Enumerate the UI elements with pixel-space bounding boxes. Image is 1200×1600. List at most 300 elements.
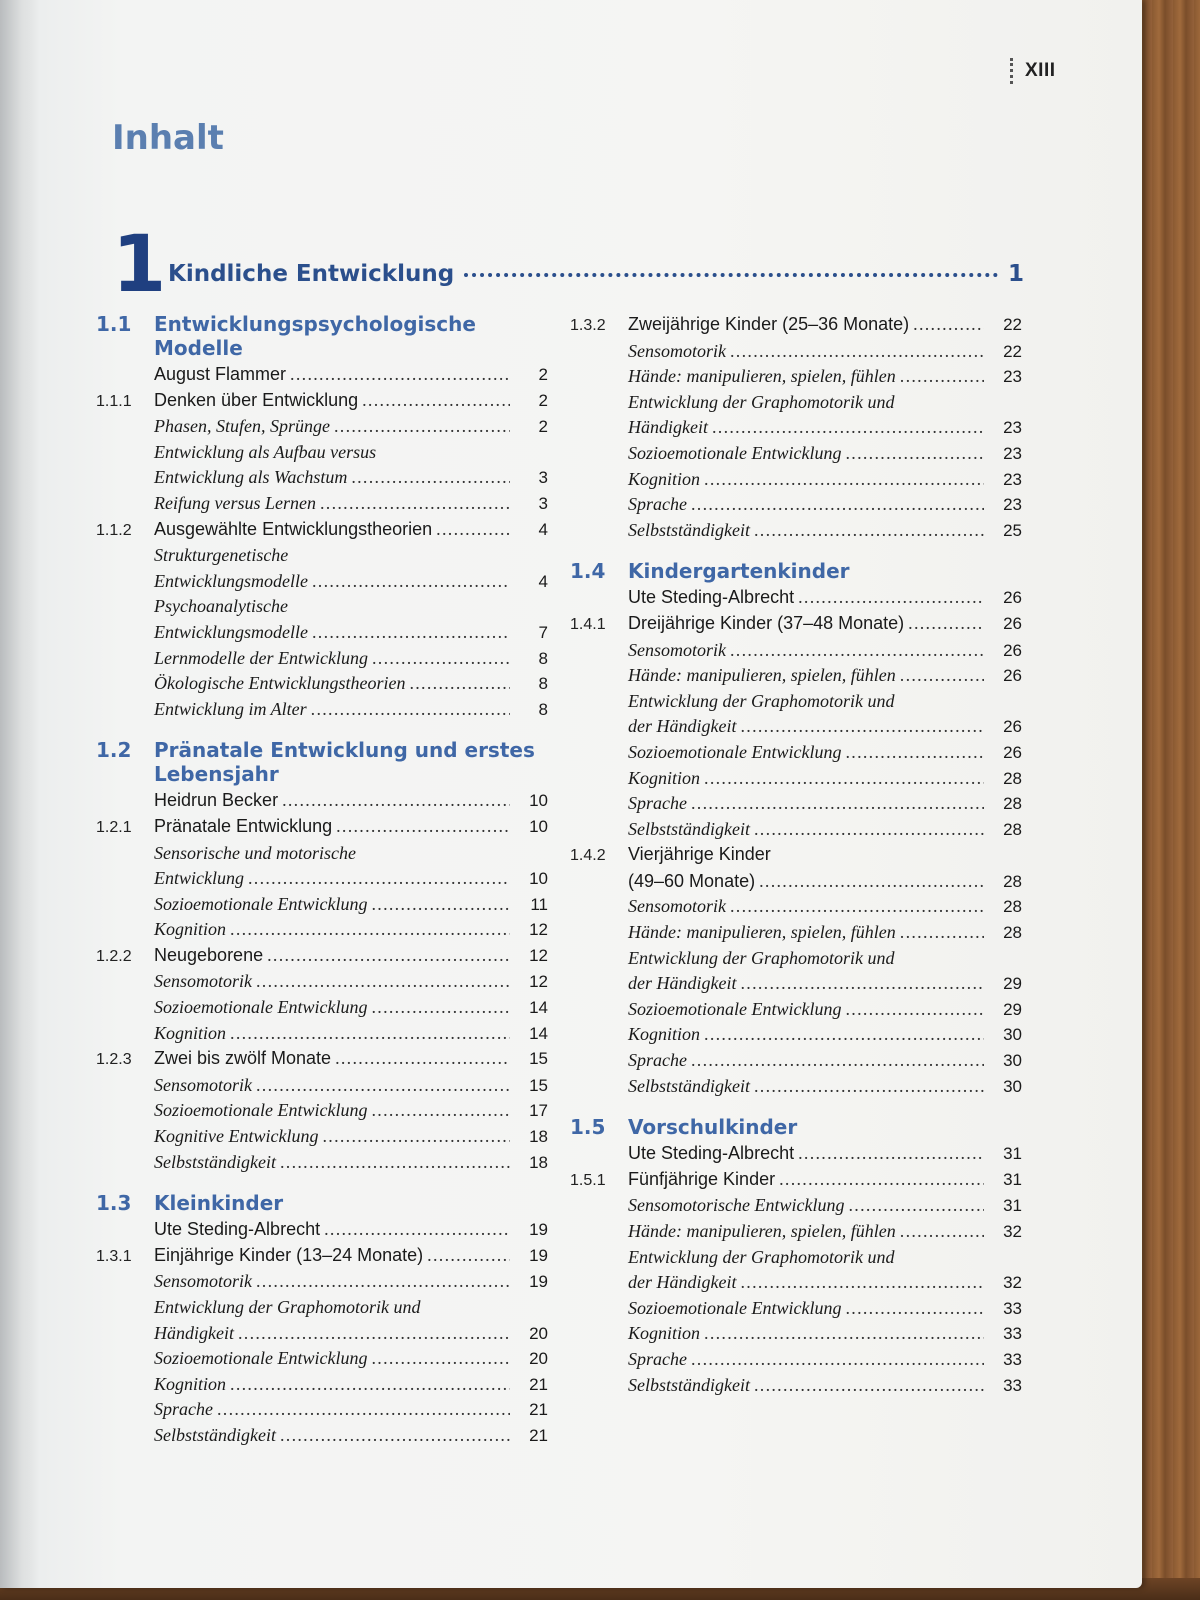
toc-page: 23 [1003,443,1022,463]
toc-row[interactable] [96,1423,548,1449]
toc-entry-text: Sensomotorik [154,971,252,992]
toc-row[interactable] [96,1124,548,1150]
toc-entry-text: Reifung versus Lernen [154,492,316,513]
toc-row[interactable] [96,465,548,491]
leader-dots [779,1167,984,1193]
toc-entry-text: Entwicklung der Graphomotorik und [628,1246,895,1267]
toc-page: 21 [529,1400,548,1420]
toc-row[interactable] [96,1346,548,1372]
toc-entry-text: Sensorische und motorische [154,842,356,863]
toc-row[interactable] [570,415,1022,441]
toc-entry-text: Sozioemotionale Entwicklung [628,442,842,463]
toc-row[interactable] [570,1373,1022,1399]
page-header [1010,58,1056,84]
toc-row[interactable] [570,920,1022,946]
toc-entry-text: Psychoanalytische [154,596,288,617]
leader-dots [730,339,984,365]
toc-entry-text: Heidrun Becker [154,790,279,811]
leader-dots [845,997,984,1023]
toc-page: 11 [530,894,548,914]
leader-dots [230,1021,510,1047]
leader-dots [704,1321,984,1347]
leader-dots [409,671,510,697]
toc-page: 10 [529,816,548,836]
toc-entry-text: Sensomotorische Entwicklung [628,1195,845,1216]
toc-row[interactable] [96,995,548,1021]
section-title: Kindergartenkinder [628,559,850,584]
toc-subsection-row[interactable] [570,1167,1022,1194]
toc-number: 1.2.1 [96,818,132,836]
toc-row[interactable] [96,491,548,517]
toc-page: 23 [1003,469,1022,489]
toc-entry-text: Sozioemotionale Entwicklung [628,741,842,762]
leader-dots [282,788,510,814]
toc-page: 2 [538,390,548,410]
section-number: 1.5 [570,1115,606,1140]
header-dotted-rule [1010,58,1015,84]
toc-entry-text: Denken über Entwicklung [154,389,359,410]
section-title: Pränatale Entwicklung und erstes Lebensjahr [154,738,535,787]
toc-page: 26 [1003,717,1022,737]
toc-subsection-row[interactable] [570,312,1022,339]
toc-entry-text: Selbstständigkeit [628,1075,750,1096]
toc-entry-text: Sensomotorik [628,340,726,361]
toc-author-row[interactable] [570,585,1022,611]
leader-dots [312,620,510,646]
toc-row[interactable] [570,492,1022,518]
leader-dots [691,791,984,817]
toc-page: 22 [1003,341,1022,361]
toc-entry-text: Dreijährige Kinder (37–48 Monate) [628,612,905,633]
toc-entry-text: Kognition [154,919,227,940]
toc-row[interactable] [96,1098,548,1124]
toc-row[interactable] [96,1073,548,1099]
toc-entry-text: August Flammer [154,364,287,384]
leader-dots [248,866,510,892]
toc-row[interactable] [96,697,548,723]
toc-entry-text: Sensomotorik [628,639,726,660]
toc-entry-text: Vierjährige Kinder [628,844,771,865]
toc-row[interactable] [570,1270,1022,1296]
toc-subsection-row[interactable] [96,388,548,415]
toc-row[interactable] [96,917,548,943]
leader-dots [372,646,510,672]
toc-page: 33 [1003,1349,1022,1369]
leader-dots [427,1243,510,1269]
toc-number: 1.4.1 [570,615,606,633]
leader-dots [371,995,510,1021]
toc-page: 3 [538,493,548,513]
toc-entry-text: Sozioemotionale Entwicklung [154,1100,368,1121]
leader-dots [280,1150,510,1176]
toc-page: 4 [538,571,548,591]
toc-author-row[interactable] [96,788,548,814]
toc-page: 18 [529,1152,548,1172]
toc-page: 29 [1003,999,1022,1019]
section-number: 1.2 [96,738,132,763]
toc-entry-text: Zwei bis zwölf Monate [154,1048,332,1069]
toc-row[interactable] [570,791,1022,817]
leader-dots [371,1346,510,1372]
leader-dots [845,740,984,766]
toc-page: 33 [1003,1324,1022,1344]
leader-dots [798,1141,984,1167]
toc-row-wrap [96,440,548,466]
leader-dots [230,917,510,943]
section-number: 1.3 [96,1191,132,1216]
toc-entry-text: Kognition [628,1024,701,1045]
toc-entry-text: Zweijährige Kinder (25–36 Monate) [628,314,910,334]
toc-entry-text: Sprache [628,1050,687,1071]
toc-row[interactable] [570,1022,1022,1048]
chapter-page: 1 [1007,261,1024,287]
toc-page: 31 [1003,1144,1022,1164]
toc-entry-text: Entwicklung der Graphomotorik und [154,1297,421,1317]
toc-page: 26 [1003,742,1022,762]
toc-row[interactable] [96,646,548,672]
toc-entry-text: Sozioemotionale Entwicklung [154,1348,368,1369]
toc-number: 1.4.2 [570,847,606,865]
toc-row[interactable] [96,569,548,595]
toc-page: 22 [1003,315,1022,334]
toc-page: 19 [529,1245,548,1265]
section-heading-1-5[interactable] [570,1115,1022,1139]
leader-dots [740,714,984,740]
toc-subsection-row[interactable] [570,869,1022,895]
toc-entry-text: Phasen, Stufen, Sprünge [154,416,330,437]
toc-page: 4 [538,519,548,539]
toc-page: 30 [1003,1025,1022,1045]
leader-dots [334,414,510,440]
toc-subsection-row[interactable] [96,517,548,544]
leader-dots [230,1372,510,1398]
toc-row-wrap [96,594,548,620]
leader-dots [754,817,984,843]
section-heading-1-3[interactable] [96,1191,548,1215]
leader-dots [704,467,984,493]
section-title: Entwicklungspsychologische Modelle [154,312,476,360]
toc-entry-text: Hände: manipulieren, spielen, fühlen [628,665,896,686]
toc-page: 28 [1003,768,1022,788]
toc-entry-text: der Händigkeit [628,973,737,994]
toc-page: 19 [529,1272,548,1292]
toc-entry-text: Entwicklung der Graphomotorik und [628,391,895,412]
toc-author-row[interactable] [96,362,548,388]
toc-entry-text: Kognition [628,767,701,788]
toc-row[interactable] [96,1021,548,1047]
toc-subsection-row[interactable] [96,814,548,841]
toc-row[interactable] [570,894,1022,920]
toc-row[interactable] [570,971,1022,997]
leader-dots [730,894,984,920]
leader-dots [256,969,510,995]
toc-subsection-row-wrap [570,842,1022,869]
section-heading-1-2[interactable] [96,738,548,786]
toc-number: 1.1.1 [96,392,132,410]
toc-page: 10 [529,791,548,811]
toc-row[interactable] [570,663,1022,689]
toc-row-wrap [570,946,1022,972]
toc-page: 21 [529,1374,548,1394]
toc-page: 25 [1003,520,1022,540]
toc-entry-text: Selbstständigkeit [628,519,750,540]
toc-page: 30 [1003,1076,1022,1096]
toc-row[interactable] [570,817,1022,843]
toc-entry-text: Selbstständigkeit [154,1424,276,1445]
toc-entry-text: Sprache [628,494,687,515]
leader-dots [238,1321,510,1347]
leader-dots [290,362,510,388]
page-number: XIII [1025,60,1056,81]
toc-row[interactable] [570,518,1022,544]
leader-dots [712,415,984,441]
toc-page: 8 [538,699,548,719]
leader-dots [730,638,984,664]
toc-page: 23 [1003,367,1022,387]
toc-page: 33 [1003,1375,1022,1395]
leader-dots [754,518,984,544]
toc-row-wrap [96,1295,548,1321]
toc-row[interactable] [96,1150,548,1176]
toc-entry-text: Kognition [154,1022,227,1043]
toc-row[interactable] [570,1074,1022,1100]
leader-dots [740,1270,984,1296]
toc-page: 12 [529,972,548,992]
leader-dots [371,1098,510,1124]
toc-entry-text: Entwicklungsmodelle [154,621,308,642]
toc-subsection-row[interactable] [570,611,1022,638]
toc-entry-text: der Händigkeit [628,716,737,737]
toc-number: 1.3.1 [96,1247,132,1265]
leader-dots [754,1373,984,1399]
toc-entry-text: Ute Steding-Albrecht [628,1143,795,1164]
toc-entry-text: Strukturgenetische [154,545,289,566]
toc-page: 28 [1003,871,1022,891]
leader-dots [267,943,510,969]
toc-page: 19 [529,1220,548,1240]
toc-row[interactable] [96,620,548,646]
toc-author-row[interactable] [570,1141,1022,1167]
leader-dots [336,814,510,840]
toc-row[interactable] [570,714,1022,740]
toc-entry-text: Entwicklung als Wachstum [154,467,348,488]
toc-number: 1.2.2 [96,947,132,965]
toc-entry-text: Hände: manipulieren, spielen, fühlen [628,922,896,943]
toc-row[interactable] [96,1321,548,1347]
toc-page: 20 [529,1349,548,1369]
toc-entry-text: Sensomotorik [154,1271,252,1292]
toc-entry-text: Kognition [628,468,701,489]
toc-row[interactable] [96,1372,548,1398]
toc-page: 23 [1003,418,1022,438]
toc-page: 14 [529,998,548,1018]
section-title: Vorschulkinder [628,1115,798,1140]
chapter-heading [112,220,1024,310]
leader-dots [900,1219,984,1245]
toc-row[interactable] [570,766,1022,792]
toc-row-wrap [570,390,1022,416]
toc-entry-text: Neugeborene [154,944,264,965]
toc-entry-text: Entwicklung [154,868,244,889]
chapter-leader-dots [464,273,998,277]
toc-row[interactable] [570,441,1022,467]
chapter-number: 1 [112,220,167,310]
toc-entry-text: Entwicklung im Alter [154,698,307,719]
toc-page: 14 [529,1023,548,1043]
leader-dots [913,312,984,338]
toc-entry-text: Entwicklungsmodelle [154,570,308,591]
leader-dots [908,611,984,637]
leader-dots [798,585,984,611]
leader-dots [312,569,510,595]
toc-subsection-row[interactable] [96,943,548,970]
toc-entry-text: (49–60 Monate) [628,870,756,891]
toc-page: 10 [529,869,548,889]
toc-page: 15 [529,1049,548,1069]
toc-page: 28 [1003,819,1022,839]
toc-entry-text: Sozioemotionale Entwicklung [628,998,842,1019]
leader-dots [691,1347,984,1373]
toc-number: 1.1.2 [96,521,132,539]
toc-row[interactable] [570,364,1022,390]
toc-author-row[interactable] [96,1217,548,1243]
toc-entry-text: Sozioemotionale Entwicklung [628,1297,842,1318]
toc-row[interactable] [96,414,548,440]
toc-entry-text: Händigkeit [154,1322,234,1343]
chapter-title-row[interactable] [168,261,1024,287]
toc-row[interactable] [570,467,1022,493]
toc-entry-text: Entwicklung der Graphomotorik und [628,690,895,711]
toc-page: 23 [1003,495,1022,515]
toc-page: 26 [1003,613,1022,633]
toc-row[interactable] [570,339,1022,365]
chapter-title: Kindliche Entwicklung [168,261,455,287]
toc-page: 17 [529,1101,548,1121]
toc-entry-text: Ute Steding-Albrecht [154,1219,321,1240]
toc-entry-text: Selbstständigkeit [154,1151,276,1172]
leader-dots [691,1048,984,1074]
leader-dots [280,1423,510,1449]
toc-entry-text: Ausgewählte Entwicklungstheorien [154,518,433,539]
toc-entry-text: Händigkeit [628,417,708,438]
toc-entry-text: Kognition [628,1323,701,1344]
toc-subsection-row[interactable] [96,1046,548,1073]
toc-page: 8 [538,648,548,668]
toc-row[interactable] [96,969,548,995]
toc-row[interactable] [570,638,1022,664]
toc-page: 21 [529,1425,548,1445]
toc-row[interactable] [570,1048,1022,1074]
toc-number: 1.5.1 [570,1171,606,1189]
toc-entry-text: Ute Steding-Albrecht [628,587,795,608]
leader-dots [217,1397,510,1423]
leader-dots [335,1046,510,1072]
toc-row[interactable] [570,1193,1022,1219]
toc-page: 33 [1003,1298,1022,1318]
toc-page: 15 [529,1075,548,1095]
leader-dots [848,1193,984,1219]
leader-dots [362,388,510,414]
toc-page: 3 [538,468,548,488]
leader-dots [845,1296,984,1322]
toc-entry-text: Entwicklung der Graphomotorik und [628,947,895,968]
toc-entry-text: Sensomotorik [154,1074,252,1095]
toc-row[interactable] [570,1219,1022,1245]
toc-entry-text: Sensomotorik [628,896,726,917]
section-number: 1.4 [570,559,606,584]
leader-dots [256,1269,510,1295]
section-title: Kleinkinder [154,1191,284,1216]
toc-left-column [96,312,548,1449]
toc-entry-text: Kognitive Entwicklung [154,1126,319,1147]
toc-page: 28 [1003,794,1022,814]
toc-page: 2 [538,365,548,384]
toc-page: 31 [1003,1196,1022,1216]
toc-page: 7 [538,622,548,642]
leader-dots [311,697,510,723]
section-heading-1-4[interactable] [570,559,1022,583]
toc-row[interactable] [96,1397,548,1423]
leader-dots [900,663,984,689]
toc-page: 12 [529,920,548,940]
toc-row[interactable] [570,997,1022,1023]
toc-row[interactable] [570,1296,1022,1322]
toc-row[interactable] [570,740,1022,766]
toc-row-wrap [570,689,1022,715]
toc-entry-text: Sozioemotionale Entwicklung [154,893,368,914]
leader-dots [320,491,510,517]
toc-number: 1.2.3 [96,1051,132,1069]
leader-dots [322,1124,510,1150]
toc-entry-text: Sprache [628,793,687,814]
toc-row-wrap [570,1245,1022,1271]
toc-page: 28 [1003,897,1022,917]
toc-entry-text: Selbstständigkeit [628,818,750,839]
leader-dots [704,766,984,792]
toc-row-wrap [96,841,548,867]
toc-row[interactable] [96,892,548,918]
toc-page: 2 [538,417,548,437]
toc-row[interactable] [96,1269,548,1295]
toc-row-wrap [96,543,548,569]
leader-dots [759,869,984,895]
toc-page: 26 [1003,588,1022,608]
section-heading-1-1[interactable] [96,312,548,360]
toc-row[interactable] [96,866,548,892]
leader-dots [436,517,510,543]
toc-entry-text: Lernmodelle der Entwicklung [154,647,368,668]
leader-dots [371,892,510,918]
toc-row[interactable] [570,1321,1022,1347]
toc-entry-text: Einjährige Kinder (13–24 Monate) [154,1244,424,1265]
leader-dots [324,1217,510,1243]
toc-subsection-row[interactable] [96,1243,548,1270]
toc-entry-text: Pränatale Entwicklung [154,815,333,836]
toc-entry-text: Entwicklung als Aufbau versus [154,441,377,462]
section-number: 1.1 [96,312,132,336]
toc-right-column [570,312,1022,1398]
toc-entry-text: der Händigkeit [628,1272,737,1293]
toc-entry-text: Sprache [628,1348,687,1369]
toc-row[interactable] [96,671,548,697]
toc-row[interactable] [570,1347,1022,1373]
toc-entry-text: Sozioemotionale Entwicklung [154,997,368,1018]
page-title: Inhalt [112,118,224,158]
toc-entry-text: Kognition [154,1373,227,1394]
toc-page: 29 [1003,974,1022,994]
leader-dots [900,920,984,946]
leader-dots [740,971,984,997]
